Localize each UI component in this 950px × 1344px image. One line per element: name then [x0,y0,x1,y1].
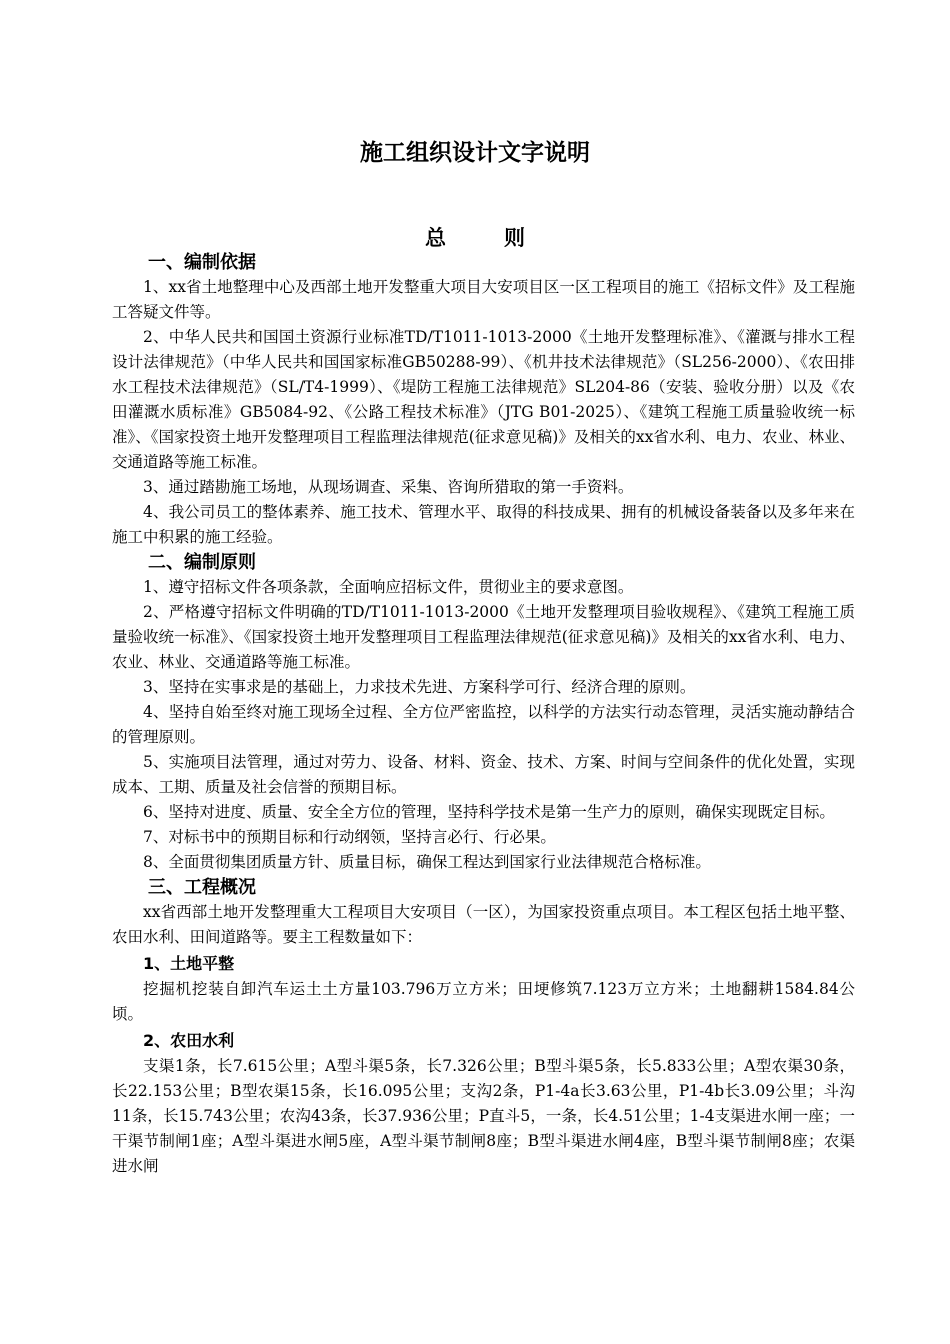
heading-overview: 三、工程概况 [148,877,256,898]
document-body [112,250,855,1179]
paragraph: 6、坚持对进度、质量、安全全方位的管理，坚持科学技术是第一生产力的原则，确保实现既定目标。 [143,803,835,821]
paragraph: 5、实施项目法管理，通过对劳力、设备、材料、资金、技术、方案、时间与空间条件的优化处置，实现成本、工期、质量及社会信誉的预期目标。 [112,753,855,796]
paragraph: 3、坚持在实事求是的基础上，力求技术先进、方案科学可行、经济合理的原则。 [143,678,696,696]
paragraph: 4、我公司员工的整体素养、施工技术、管理水平、取得的科技成果、拥有的机械设备装备以及多年来在施工中积累的施工经验。 [112,503,855,546]
paragraph: 4、坚持自始至终对施工现场全过程、全方位严密监控，以科学的方法实行动态管理，灵活实施动静结合的管理原则。 [112,703,855,746]
paragraph: 3、通过踏勘施工场地，从现场调查、采集、咨询所猎取的第一手资料。 [143,478,634,496]
paragraph: 支渠1条，长7.615公里；A型斗渠5条，长7.326公里；B型斗渠5条，长5.833公里；A型农渠30条，长22.153公里；B型农渠15条，长16.095公里；支沟2条，P1-4a长3.63公里，P1-4b长3.09公里；斗沟11条，长15.743公里；农沟43条，长37.936公里；P直斗5，一条，长4.51公里；1-4支渠进水闸一座；一干渠节制闸1座；A型斗渠进水闸5座，A型斗渠节制闸8座；B型斗渠进水闸4座，B型斗渠节制闸8座；农渠进水闸 [112,1057,855,1175]
paragraph: 1、遵守招标文件各项条款，全面响应招标文件，贯彻业主的要求意图。 [143,578,634,596]
heading-principles: 二、编制原则 [148,552,256,573]
paragraph: xx省西部土地开发整理重大工程项目大安项目（一区），为国家投资重点项目。本工程区包括土地平整、农田水利、田间道路等。要主工程数量如下： [112,903,855,946]
paragraph: 2、中华人民共和国国土资源行业标准TD/T1011-1013-2000《土地开发整理标准》、《灌溉与排水工程设计法律规范》（中华人民共和国国家标准GB50288-99）、《机井技术法律规范》（SL256-2000）、《农田排水工程技术法律规范》（SL/T4-1999）、《堤防工程施工法律规范》SL204-86（安装、验收分册）以及《农田灌溉水质标准》GB5084-92、《公路工程技术标准》（JTG B01-2025）、《建筑工程施工质量验收统一标准》、《国家投资土地开发整理项目工程监理法律规范(征求意见稿)》及相关的xx省水利、电力、农业、林业、交通道路等施工标准。 [112,328,855,471]
paragraph: 挖掘机挖装自卸汽车运土土方量103.796万立方米；田埂修筑7.123万立方米；土地翻耕1584.84公顷。 [112,980,855,1023]
document-title: 施工组织设计文字说明 [360,140,590,166]
section-title-general: 总则 [425,226,583,250]
subheading-irrigation: 2、农田水利 [143,1031,235,1050]
subheading-land-leveling: 1、土地平整 [143,954,235,973]
paragraph: 7、对标书中的预期目标和行动纲领，坚持言必行、行必果。 [143,828,556,846]
paragraph: 2、严格遵守招标文件明确的TD/T1011-1013-2000《土地开发整理项目验收规程》、《建筑工程施工质量验收统一标准》、《国家投资土地开发整理项目工程监理法律规范(征求意见稿)》及相关的xx省水利、电力、农业、林业、交通道路等施工标准。 [112,603,855,671]
paragraph: 1、xx省土地整理中心及西部土地开发整重大项目大安项目区一区工程项目的施工《招标文件》及工程施工答疑文件等。 [112,278,855,321]
paragraph: 8、全面贯彻集团质量方针、质量目标，确保工程达到国家行业法律规范合格标准。 [143,853,711,871]
heading-basis: 一、编制依据 [148,252,256,273]
